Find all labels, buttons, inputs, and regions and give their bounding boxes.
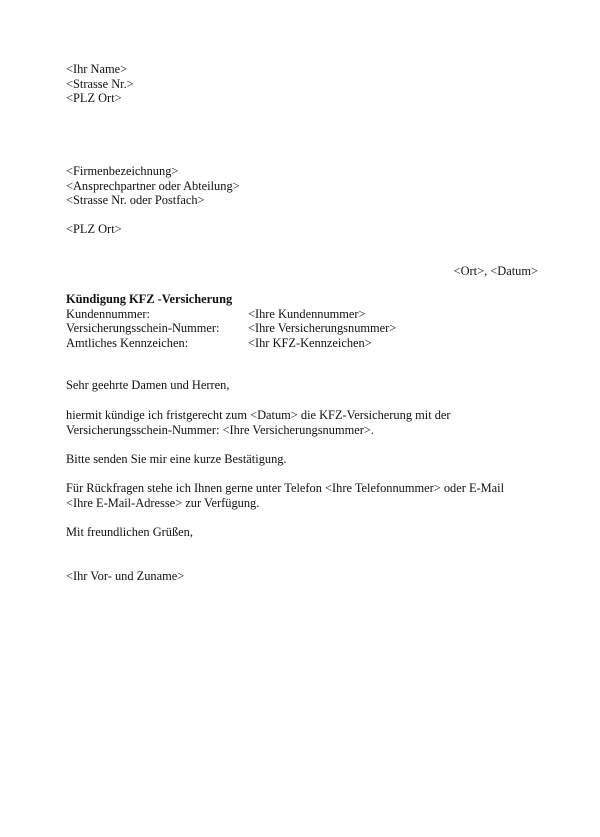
sender-city: <PLZ Ort>: [66, 91, 122, 106]
closing-text: Mit freundlichen Grüßen,: [66, 525, 193, 539]
salutation-text: Sehr geehrte Damen und Herren,: [66, 378, 230, 392]
recipient-street: <Strasse Nr. oder Postfach>: [66, 193, 205, 208]
policy-number-value: <Ihre Versicherungsnummer>: [248, 321, 397, 336]
signature-name: <Ihr Vor- und Zuname>: [66, 569, 185, 583]
recipient-city: <PLZ Ort>: [66, 222, 122, 236]
paragraph-confirmation-text: Bitte senden Sie mir eine kurze Bestätigung.: [66, 452, 287, 466]
recipient-company: <Firmenbezeichnung>: [66, 164, 179, 178]
signature: [66, 569, 184, 584]
recipient-city-block: [66, 222, 122, 237]
paragraph-contact: [66, 481, 504, 510]
recipient-address: [66, 164, 240, 208]
sender-street: <Strasse Nr.>: [66, 76, 134, 91]
license-plate-value: <Ihr KFZ-Kennzeichen>: [248, 335, 372, 350]
paragraph-confirmation: [66, 452, 287, 467]
sender-address: [66, 62, 134, 106]
recipient-contact: <Ansprechpartner oder Abteilung>: [66, 178, 240, 193]
customer-number-value: <Ihre Kundennummer>: [248, 306, 366, 321]
customer-number-label: Kundennummer:: [66, 306, 150, 321]
policy-number-label: Versicherungsschein-Nummer:: [66, 321, 220, 336]
paragraph-cancellation: [66, 408, 451, 437]
paragraph-contact-line-1: Für Rückfragen stehe ich Ihnen gerne unter Telefon <Ihre Telefonnummer> oder E-Mail: [66, 481, 505, 495]
subject-block: [66, 292, 396, 350]
salutation: [66, 378, 229, 393]
sender-name: <Ihr Name>: [66, 62, 128, 76]
policy-number-row: [66, 321, 396, 336]
paragraph-cancellation-line-2: Versicherungsschein-Nummer: <Ihre Versicherungsnummer>.: [66, 422, 374, 437]
license-plate-label: Amtliches Kennzeichen:: [66, 335, 189, 350]
license-plate-row: [66, 336, 396, 351]
paragraph-cancellation-line-1: hiermit kündige ich fristgerecht zum <Datum> die KFZ-Versicherung mit der: [66, 408, 451, 422]
paragraph-contact-line-2: <Ihre E-Mail-Adresse> zur Verfügung.: [66, 495, 260, 510]
subject-title: Kündigung KFZ -Versicherung: [66, 292, 233, 306]
customer-number-row: [66, 307, 396, 322]
closing: [66, 525, 193, 540]
place-date: <Ort>, <Datum>: [453, 264, 538, 278]
